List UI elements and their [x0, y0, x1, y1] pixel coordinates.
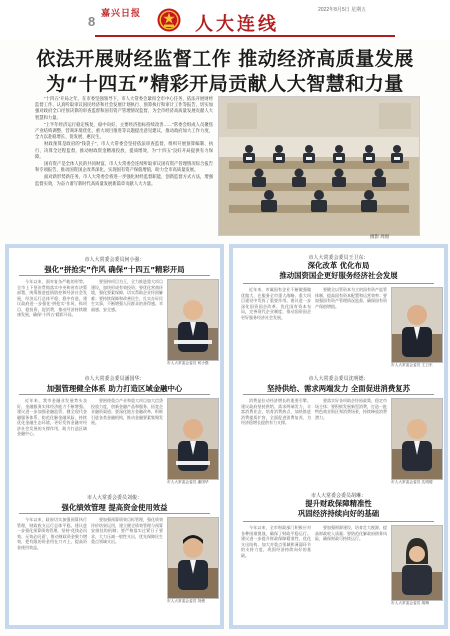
article-rule: [243, 394, 434, 395]
date-line: 2022年8月5日 星期五: [318, 7, 367, 13]
article-text: 今年以来，全市财政部门积极应对各种困难挑战，确保了财政平稳运行。建议进一步提升财政保障精准性，优化支出结构，加大对重点领域和薄弱环节的支持力度，巩固经济持续向好的基础。: [241, 525, 311, 558]
article-text: 要加强财源建设，培育壮大税源，提高财政收入质量；要防范化解政府债务风险，确保财政可持续运行。: [315, 525, 387, 541]
article-rule: [19, 513, 210, 514]
article-text: 近年来，市属国有企业不断做强做优做大，在服务全市重大战略、重大项目建设中发挥了重要作用。建议进一步深化国资国企改革，优化国有资本布局，完善现代企业制度，推动国资国企更好服务经济社会发展。: [241, 287, 311, 320]
article-title: 加强管理健全体系 助力打造区域金融中心: [46, 384, 183, 393]
main-photo-caption: 摄影 周围: [370, 234, 390, 239]
article-text: 近年来，我市金融业发展势头良好，金融服务实体经济能力不断增强。建议进一步加强金融监管，健全现代金融服务体系，防范化解金融风险，持续优化金融生态环境，更好发挥金融对经济社会发展的支撑作用，助力打造区域金融中心。: [17, 398, 87, 436]
article-text: 今年以来，政府切实加强预算执行管理，财政收支运行总体平稳。建议进一步强化预算绩效管理，坚持“花钱必问效、无效必问责”，推动财政资金聚力增效，把有限的资金用在刀刃上，提高资金使用效益。: [17, 517, 87, 550]
article-text: 要健全以管资本为主的国有资产监管体制，提高国有资本配置和运营效率；要加强国有资产管理情况监督，确保国有资产保值增值。: [315, 287, 387, 309]
masthead-rule: [95, 35, 395, 37]
member-photo: [167, 517, 219, 599]
photo-caption: 市人大常委会委员 刘俊: [167, 599, 205, 603]
right-panel: [229, 244, 448, 629]
lead-article: [35, 96, 213, 188]
lead-paragraph: 财政预算是政府的“钱袋子”，市人大常委会坚持依法审查监督，组织开展预算编制、执行、决算全过程监督，推动财政资金精准投放、提质增效，为“十四五”良好开局提供有力保障。: [35, 141, 213, 159]
article-text: 今年以来，面对复杂严峻的形势，全市上下坚决贯彻落实中央和省市决策部署，统筹推进疫情防控和经济社会发展，经济运行总体平稳、稳中有进。建议政府进一步强化“拼抢实”作风，抓项目、稳投资、促消费，推动经济持续健康发展，确保“十四五”精彩开局。: [17, 279, 87, 317]
right-column-card: [233, 248, 444, 625]
article-rule: [19, 394, 210, 395]
headline-line-2: 为“十四五”精彩开局贡献人大智慧和力量: [46, 73, 404, 95]
article-kicker: 市人大常委会委员沈明德：: [308, 376, 369, 382]
article-rule: [243, 283, 434, 284]
photo-caption: 市人大常委会委员 胡琳: [391, 601, 429, 605]
article-kicker: 市人大常委会委员何小强：: [84, 257, 145, 263]
article-text: 消费是拉动经济增长的重要引擎。建议政府坚持供给、需求两端发力，丰富消费业态，培育消费热点，加快推进消费提质扩容，全面促进消费复苏，为经济稳增长提供有力支撑。: [241, 398, 311, 425]
photo-caption: 市人大常委会委员 何小强: [167, 361, 209, 365]
left-panel: [5, 244, 224, 629]
page-number: 8: [88, 14, 96, 29]
article-rule: [19, 275, 210, 276]
member-photo: [167, 398, 219, 480]
masthead: [0, 0, 450, 40]
article-kicker: 市人大常委会委员王卫东：: [308, 255, 369, 261]
headline-line-1: 依法开展财经监督工作 推动经济高质量发展: [36, 48, 414, 70]
article-title: 坚持供给、需求两端发力 全面促进消费复苏: [267, 384, 410, 393]
photo-caption: 市人大常委会委员 沈明德: [391, 480, 433, 484]
member-photo: [391, 398, 443, 480]
member-photo: [391, 287, 443, 363]
lead-paragraph: “上半年经济运行稳定恢复、稳中向好，主要经济指标持续改善……”常委会组成人员聚焦产业结构调整、营商环境优化、重大项目推进等议题提出意见建议，推动政府加大工作力度，全力以赴稳增长、促发展、惠民生。: [35, 121, 213, 140]
article-title: 强化“拼抢实”作风 确保“十四五”精彩开局: [44, 265, 185, 274]
article-text: 要加强预算绩效目标管理，强化绩效评价结果运用，建立健全绩效管理与预算安排挂钩机制；要严格落实过紧日子要求，大力压减一般性支出，优先保障民生重点领域支出。: [91, 517, 163, 544]
section-title: 人大连线: [195, 14, 279, 35]
member-photo: [167, 279, 219, 361]
article-text: 要围绕重点产业和重大项目加大信贷投放力度，创新金融产品和服务，拓宽企业融资渠道；要深化地方金融改革，积极引进各类金融机构，推动金融要素集聚发展。: [91, 398, 163, 425]
lead-paragraph: “十四五”开局之年，在市委坚强领导下，市人大常委会紧扣全市中心任务，依法开展财经监督工作，认真听取审议国民经济和社会发展计划执行、预算执行和审计工作等报告，切实加强对政府全口径预决算的审查监督和国有资产管理情况监督，为全市经济高质量发展贡献人大智慧和力量。: [35, 96, 213, 120]
photo-caption: 市人大常委会委员 潘国华: [167, 480, 209, 484]
article-title: 深化改革 优化布局 推动国资国企更好服务经济社会发展: [279, 261, 398, 280]
lead-paragraph: 面对新形势新任务，市人大常委会将进一步强化财经监督职能，创新监督方式方法，增强监督实效，为奋力谱写新时代高质量发展新篇章贡献人大力量。: [35, 174, 213, 186]
article-kicker: 市人大常委会委员刘俊：: [86, 495, 142, 501]
article-kicker: 市人大常委会委员潘国华：: [84, 376, 145, 382]
lead-paragraph: 国有资产是全体人民的共同财富。市人大常委会连续听取审议国有资产管理情况综合报告和专项报告，推动国资国企改革深化，实现国有资产保值增值，助力全市高质量发展。: [35, 161, 213, 173]
photo-caption: 市人大常委会委员 王卫东: [391, 363, 433, 367]
left-column-card: [9, 248, 220, 625]
paper-name: 嘉兴日报: [101, 9, 142, 19]
national-emblem-icon: [157, 8, 181, 32]
article-rule: [243, 521, 434, 522]
meeting-hall-photo: [218, 96, 420, 236]
article-kicker: 市人大常委会委员胡琳：: [310, 493, 366, 499]
article-title: 提升财政保障精准性 巩固经济持续向好的基础: [297, 499, 380, 518]
article-text: 要坚持项目为王，全力推进重大项目建设，加快形成有效投资；要优化营商环境，强化要素保障，切实帮助企业纾困解难；要持续保障和改善民生，扎实办好民生实事，不断增强人民群众的获得感、幸福感、安全感。: [91, 279, 163, 312]
article-text: 要落实好各项助企纾困政策，稳定市场主体；要积极发展新型消费，打造一批特色商业街区和消费场景，持续释放消费潜力。: [315, 398, 387, 420]
article-title: 强化绩效管理 提高资金使用效益: [61, 503, 168, 512]
member-photo: [391, 525, 443, 601]
meeting-hall-illustration: [219, 97, 419, 235]
